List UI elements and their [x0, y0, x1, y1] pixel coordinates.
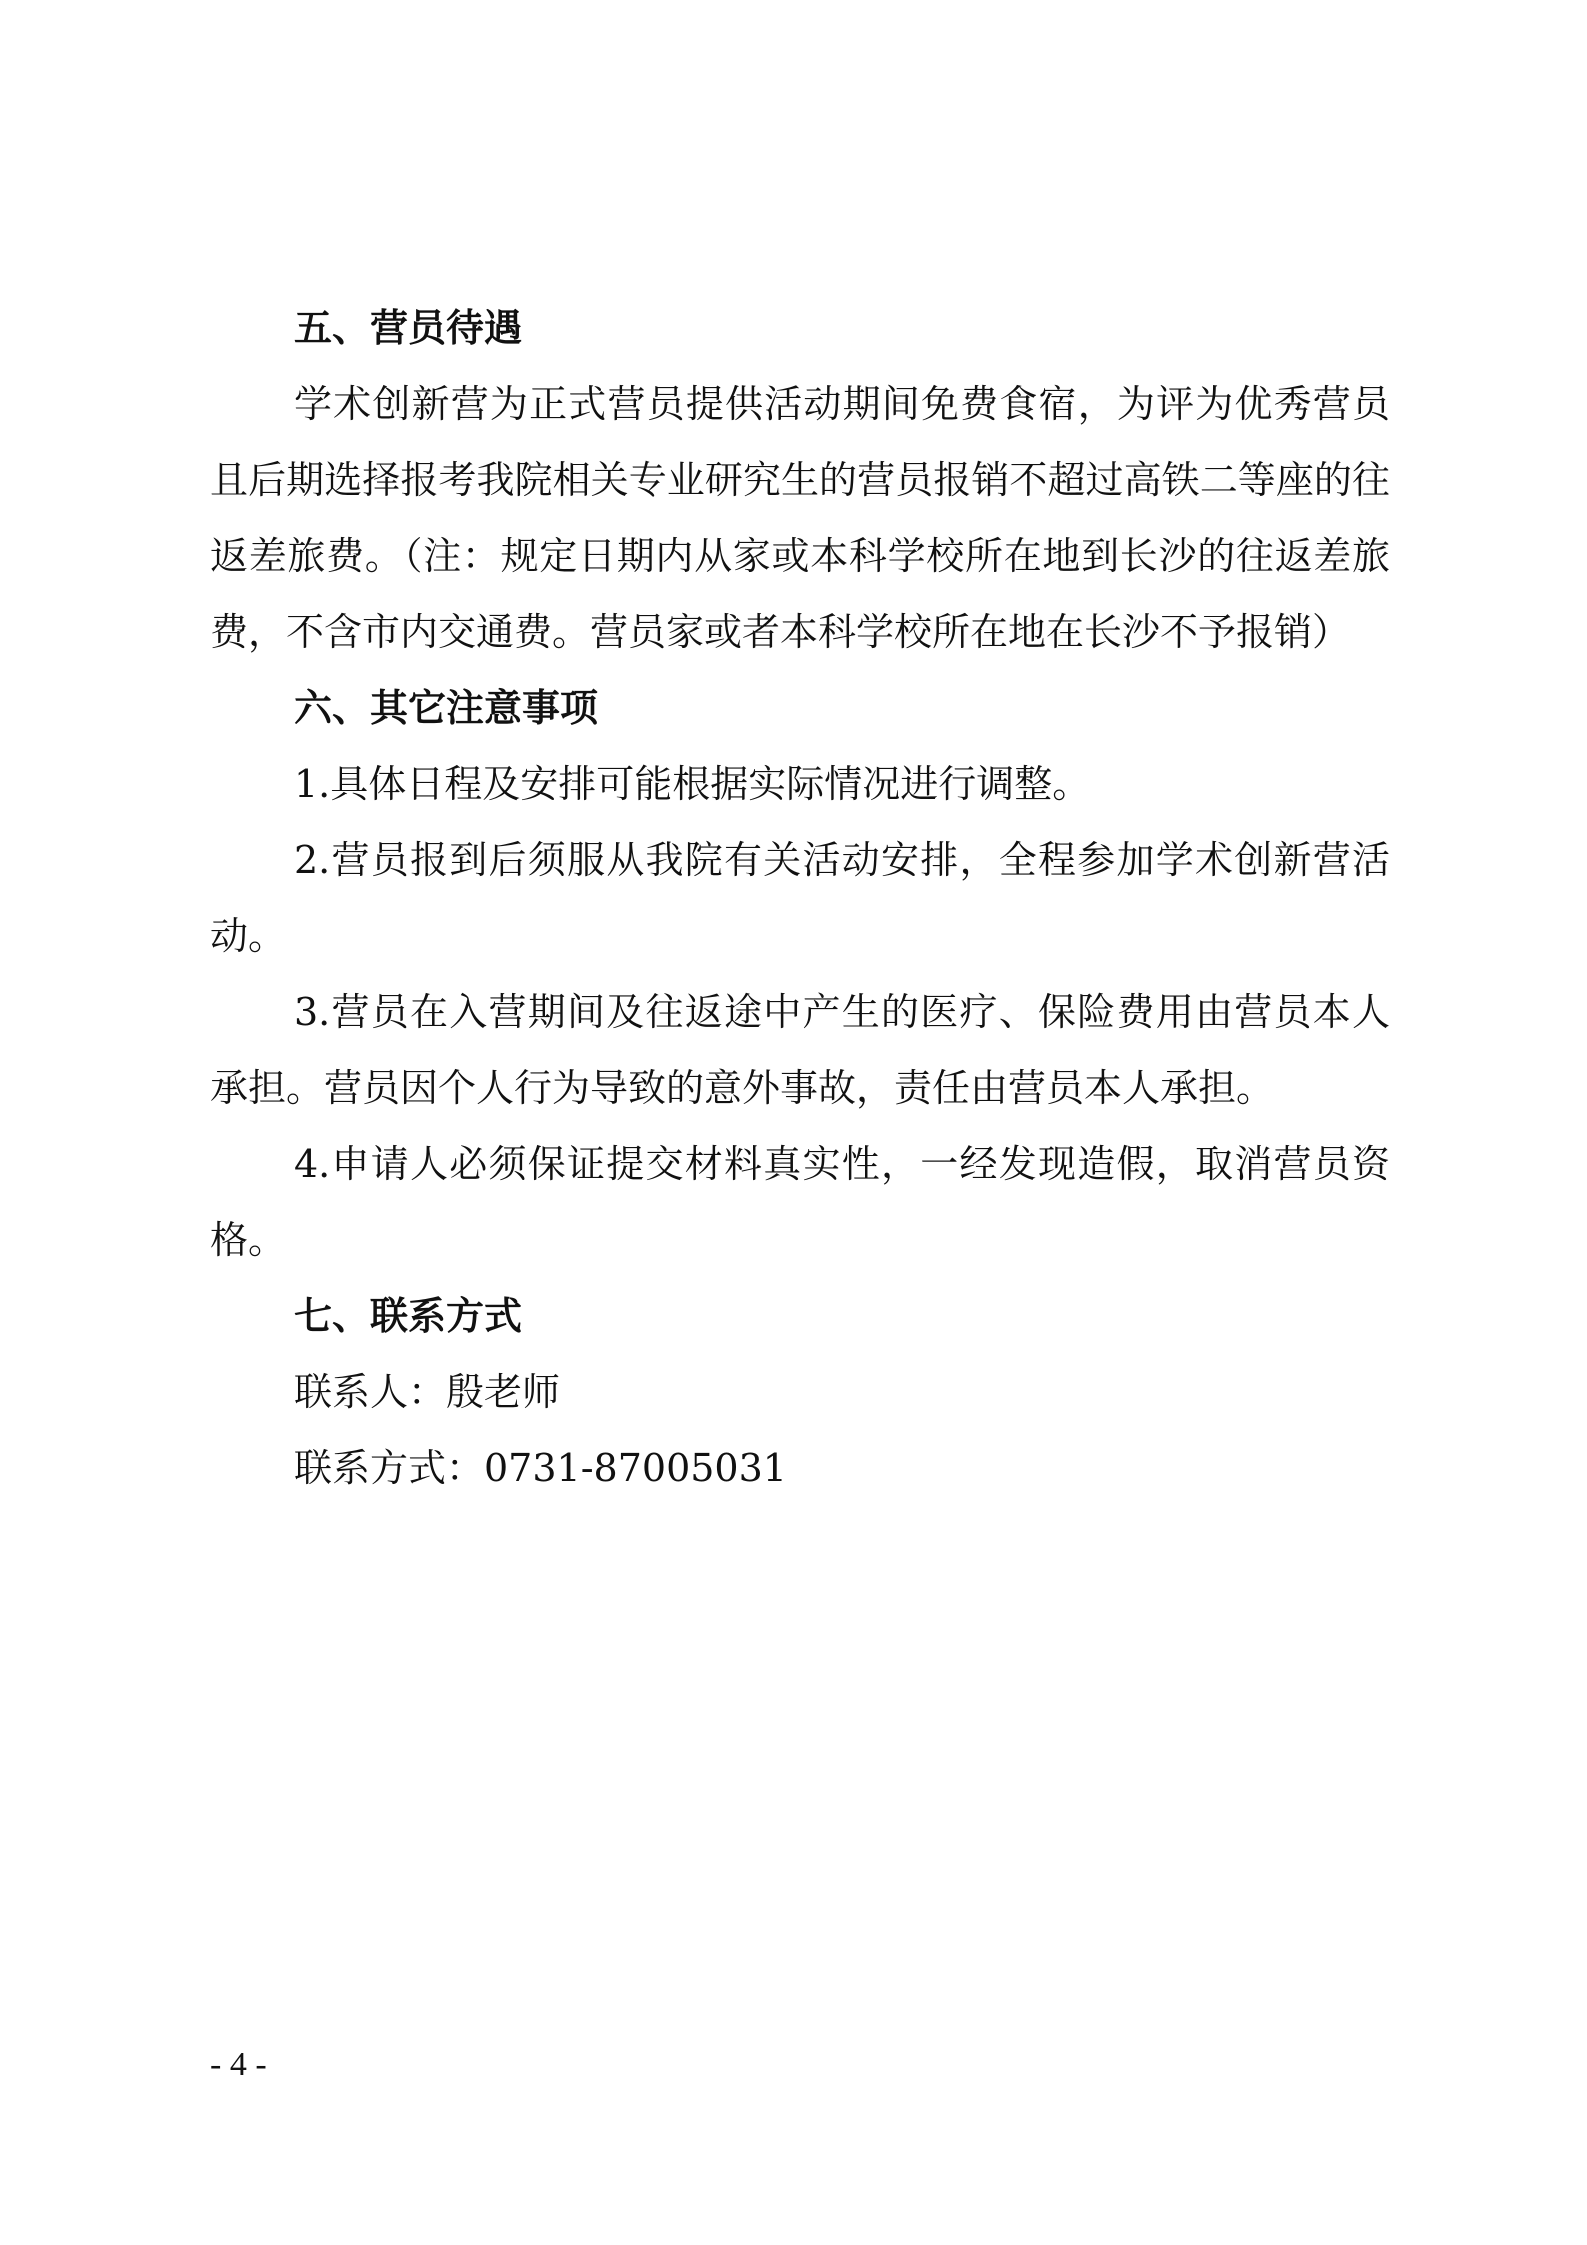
section-heading-treatment: 五、营员待遇: [294, 306, 523, 350]
section-heading-notes: 六、其它注意事项: [294, 686, 599, 730]
document-page: [210, 290, 1390, 1506]
contact-phone: 联系方式：0731-87005031: [294, 1446, 787, 1490]
section-heading-contact: 七、联系方式: [294, 1294, 523, 1338]
page-number: - 4 -: [210, 2046, 267, 2083]
notes-item-2: 2.营员报到后须服从我院有关活动安排，全程参加学术创新营活动。: [210, 838, 1390, 958]
treatment-paragraph: 学术创新营为正式营员提供活动期间免费食宿，为评为优秀营员且后期选择报考我院相关专业研究生的营员报销不超过高铁二等座的往返差旅费。（注：规定日期内从家或本科学校所在地到长沙的往返差旅费，不含市内交通费。营员家或者本科学校所在地在长沙不予报销）: [210, 382, 1390, 654]
notes-item-4: 4.申请人必须保证提交材料真实性，一经发现造假，取消营员资格。: [210, 1142, 1390, 1262]
notes-item-1: 1.具体日程及安排可能根据实际情况进行调整。: [294, 762, 1091, 806]
contact-person: 联系人：殷老师: [294, 1370, 561, 1414]
notes-item-3: 3.营员在入营期间及往返途中产生的医疗、保险费用由营员本人承担。营员因个人行为导致的意外事故，责任由营员本人承担。: [210, 990, 1390, 1110]
